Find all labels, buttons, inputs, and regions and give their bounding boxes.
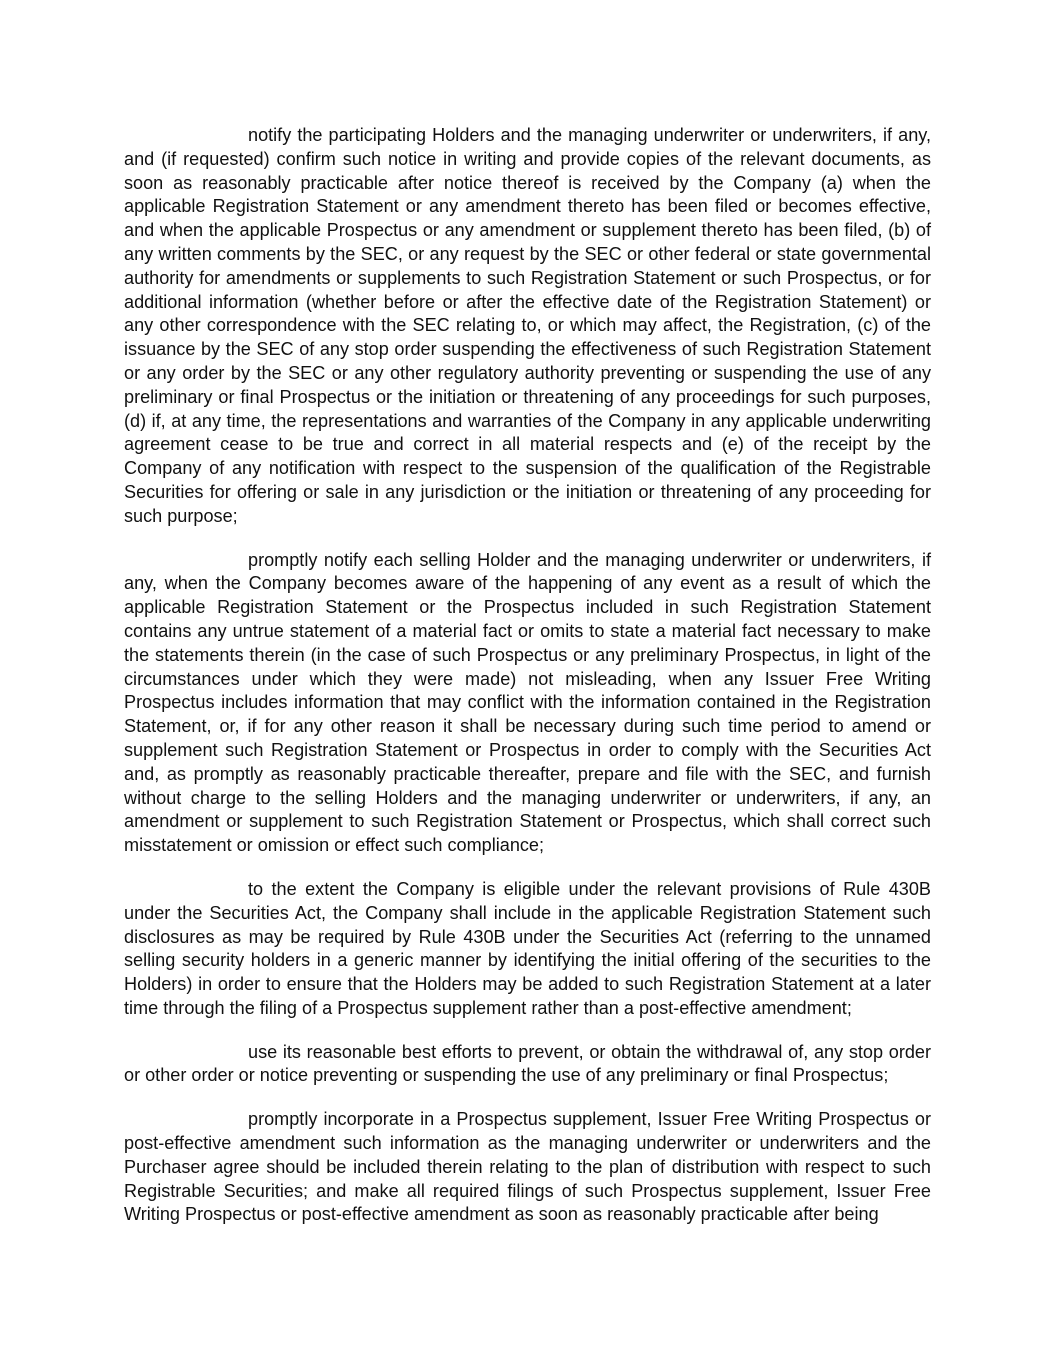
document-body — [124, 124, 931, 1247]
paragraph-rule-430b: to the extent the Company is eligible under the relevant provisions of Rule 430B under the Securities Act, the Company shall include in the applicable Registration Statement such disclosures as may be required by Rule 430B under the Securities Act (referring to the unnamed selling security holders in a generic manner by identifying the initial offering of the securities to the Holders) in order to ensure that the Holders may be added to such Registration Statement at a later time through the filing of a Prospectus supplement rather than a post-effective amendment; — [124, 878, 931, 1018]
paragraph-prospectus-supplement: promptly incorporate in a Prospectus supplement, Issuer Free Writing Prospectus or post-effective amendment such information as the managing underwriter or underwriters and the Purchaser agree should be included therein relating to the plan of distribution with respect to such Registrable Securities; and make all required filings of such Prospectus supplement, Issuer Free Writing Prospectus or post-effective amendment as soon as reasonably practicable after being — [124, 1109, 931, 1225]
paragraph-stop-order: use its reasonable best efforts to prevent, or obtain the withdrawal of, any stop order or other order or notice preventing or suspending the use of any preliminary or final Prospectus; — [124, 1041, 931, 1086]
paragraph-notify-selling-holder: promptly notify each selling Holder and the managing underwriter or underwriters, if any, when the Company becomes aware of the happening of any event as a result of which the applicable Registration Statement or the Prospectus included in such Registration Statement contains any untrue statement of a material fact or omits to state a material fact necessary to make the statements therein (in the case of such Prospectus or any preliminary Prospectus, in light of the circumstances under which they were made) not misleading, when any Issuer Free Writing Prospectus includes information that may conflict with the information contained in the Registration Statement, or, if for any other reason it shall be necessary during such time period to amend or supplement such Registration Statement or Prospectus in order to comply with the Securities Act and, as promptly as reasonably practicable thereafter, prepare and file with the SEC, and furnish without charge to the selling Holders and the managing underwriter or underwriters, if any, an amendment or supplement to such Registration Statement or Prospectus, which shall correct such misstatement or omission or effect such compliance; — [124, 549, 931, 856]
paragraph-notify-holders: notify the participating Holders and the managing underwriter or underwriters, if any, and (if requested) confirm such notice in writing and provide copies of the relevant documents, as soon as reasonably practicable after notice thereof is received by the Company (a) when the applicable Registration Statement or any amendment thereto has been filed or becomes effective, and when the applicable Prospectus or any amendment or supplement thereto has been filed, (b) of any written comments by the SEC, or any request by the SEC or other federal or state governmental authority for amendments or supplements to such Registration Statement or such Prospectus, or for additional information (whether before or after the effective date of the Registration Statement) or any other correspondence with the SEC relating to, or which may affect, the Registration, (c) of the issuance by the SEC of any stop order suspending the effectiveness of such Registration Statement or any order by the SEC or any other regulatory authority preventing or suspending the use of any preliminary or final Prospectus or the initiation or threatening of any proceedings for such purposes, (d) if, at any time, the representations and warranties of the Company in any applicable underwriting agreement cease to be true and correct in all material respects and (e) of the receipt by the Company of any notification with respect to the suspension of the qualification of the Registrable Securities for offering or sale in any jurisdiction or the initiation or threatening of any proceeding for such purpose; — [124, 125, 931, 526]
